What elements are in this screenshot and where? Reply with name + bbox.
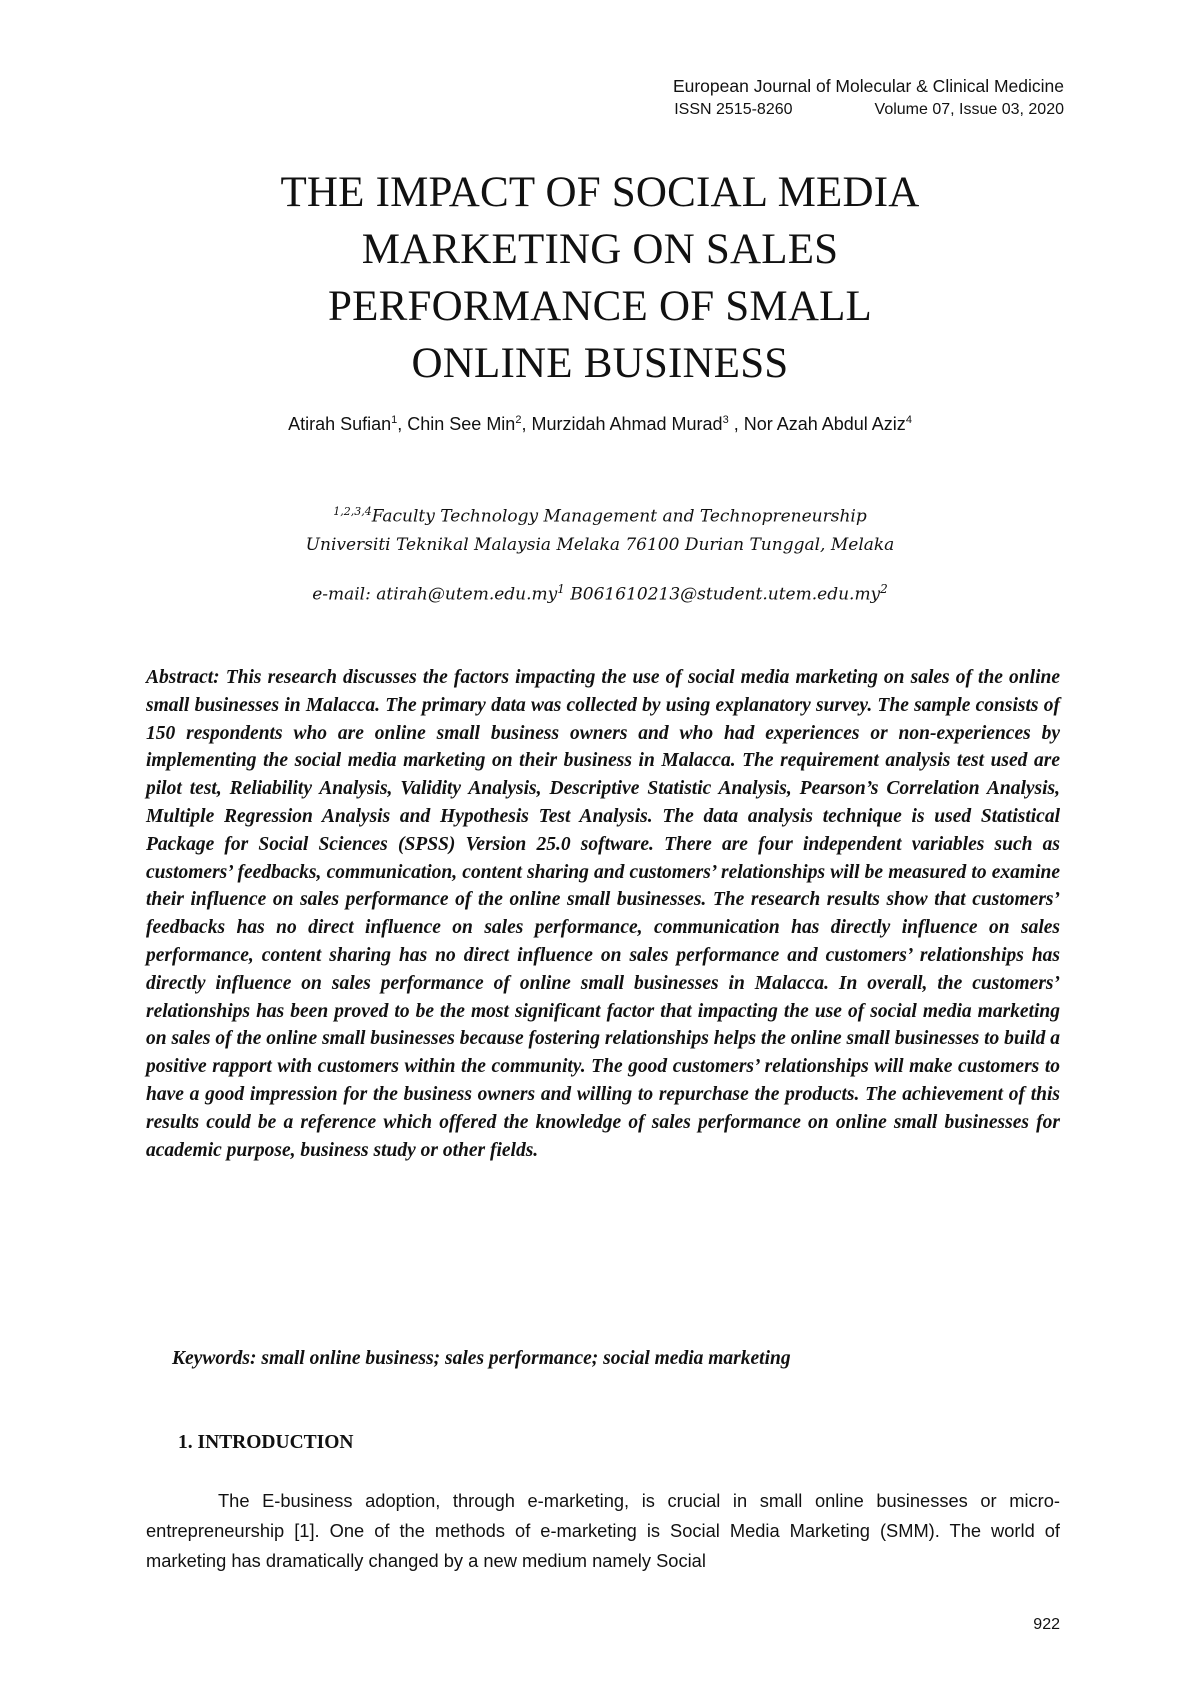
issn-volume-line (673, 98, 1064, 122)
email-mark: 2 (880, 582, 888, 596)
affiliation-mark: 1,2,3,4 (333, 505, 372, 518)
author-name: Atirah Sufian (288, 414, 392, 434)
email-primary[interactable]: e-mail: atirah@utem.edu.my (312, 584, 558, 605)
author-list (100, 414, 1100, 435)
page-number: 922 (1033, 1616, 1060, 1633)
journal-header (673, 74, 1064, 122)
email-secondary[interactable]: B061610213@student.utem.edu.my (564, 584, 881, 605)
author-name: Murzidah Ahmad Murad (531, 414, 723, 434)
affiliation-university: Universiti Teknikal Malaysia Melaka 76100 Durian Tunggal, Melaka (305, 534, 895, 555)
author-separator: , (397, 414, 408, 434)
title-line: MARKETING ON SALES (361, 226, 839, 273)
author-name: Nor Azah Abdul Aziz (743, 414, 906, 434)
author-affiliation-mark: 2 (515, 414, 522, 426)
author-separator: , (728, 414, 744, 434)
author-affiliation-mark: 4 (905, 414, 912, 426)
volume-issue: Volume 07, Issue 03, 2020 (874, 101, 1064, 118)
section-heading: 1. INTRODUCTION (178, 1432, 354, 1453)
title-line: PERFORMANCE OF SMALL (328, 283, 872, 330)
abstract: Abstract: This research discusses the factors impacting the use of social media marketing on sales of the online small businesses in Malacca. The primary data was collected by using explanatory survey. The sample consists of 150 respondents who are online small business owners and who had experiences or non-experiences by implementing the social media marketing on their business in Malacca. The requirement analysis test used are pilot test, Reliability Analysis, Validity Analysis, Descriptive Statistic Analysis, Pearson’s Correlation Analysis, Multiple Regression Analysis and Hypothesis Test Analysis. The data analysis technique is used Statistical Package for Social Sciences (SPSS) Version 25.0 software. There are four independent variables such as customers’ feedbacks, communication, content sharing and customers’ relationships will be measured to examine their influence on sales performance of the online small businesses. The research results show that customers’ feedbacks has no direct influence on sales performance, communication has directly influence on sales performance, content sharing has no direct influence on sales performance and customers’ relationships has directly influence on sales performance of online small businesses in Malacca. In overall, the customers’ relationships has been proved to be the most significant factor that impacting the use of social media marketing on sales of the online small businesses because fostering relationships helps the online small businesses to build a positive rapport with customers within the community. The good customers’ relationships will make customers to have a good impression for the business owners and willing to repurchase the products. The achievement of this results could be a reference which offered the knowledge of sales performance on online small businesses for academic purpose, business study or other fields. (146, 667, 1060, 1161)
journal-name: European Journal of Molecular & Clinical Medicine (672, 76, 1064, 96)
issn: ISSN 2515-8260 (674, 101, 793, 118)
email-mark: 1 (557, 582, 565, 596)
author-affiliation-mark: 1 (391, 414, 398, 426)
paper-title (100, 164, 1100, 392)
affiliation-faculty: Faculty Technology Management and Technopreneurship (371, 506, 867, 527)
author-name: Chin See Min (407, 414, 516, 434)
author-affiliation-mark: 3 (722, 414, 729, 426)
contact-email (100, 582, 1100, 605)
affiliation (100, 498, 1100, 559)
introduction-paragraph: The E-business adoption, through e-marketing, is crucial in small online businesses or micro-entrepreneurship [1]. One of the methods of e-marketing is Social Media Marketing (SMM). The world of marketing has dramatically changed by a new medium namely Social (146, 1490, 1060, 1571)
title-line: ONLINE BUSINESS (411, 340, 789, 387)
author-separator: , (521, 414, 532, 434)
keywords: Keywords: small online business; sales performance; social media marketing (172, 1348, 791, 1369)
title-line: THE IMPACT OF SOCIAL MEDIA (280, 169, 920, 216)
